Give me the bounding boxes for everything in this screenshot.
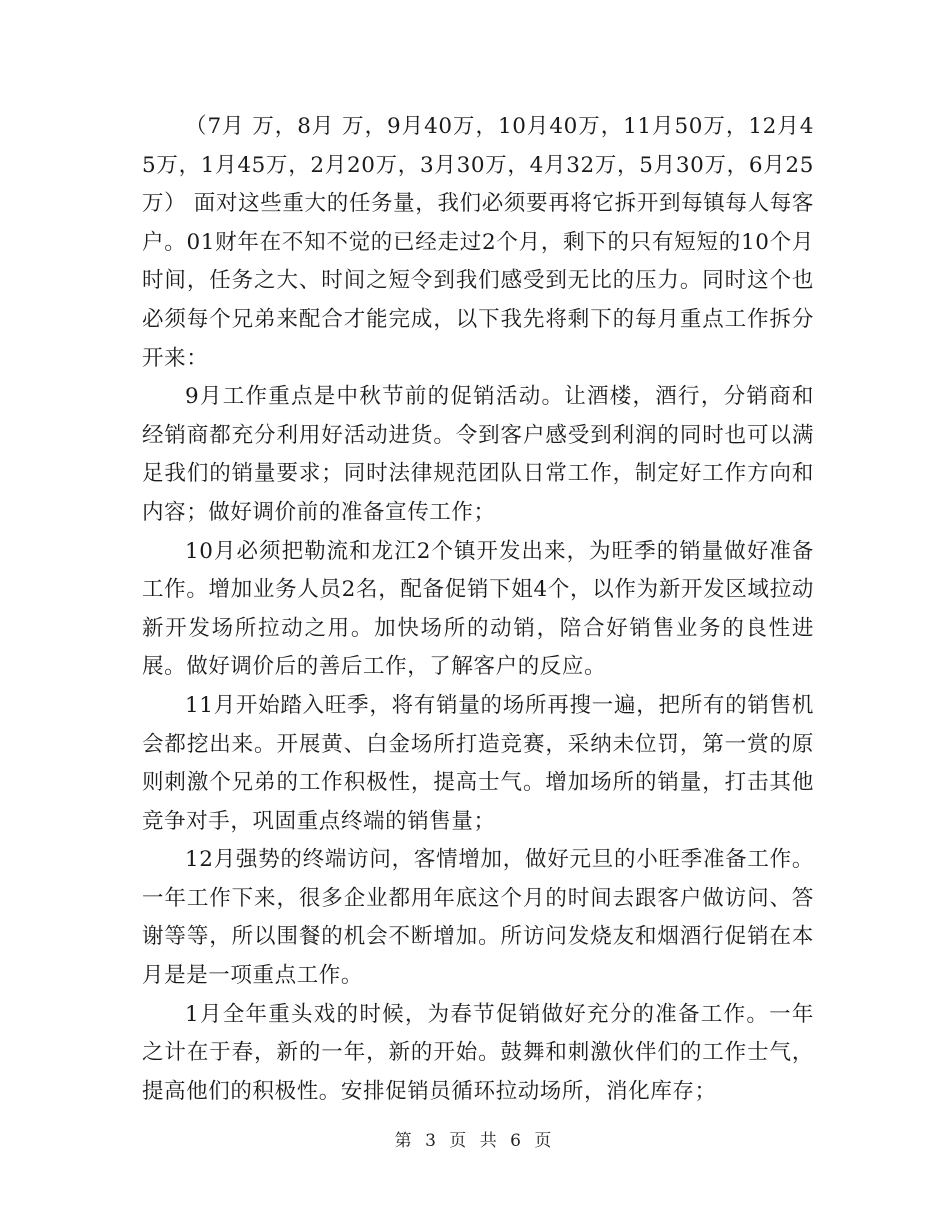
paragraph-november: 11月开始踏入旺季，将有销量的场所再搜一遍，把所有的销售机会都挖出来。开展黄、白金场所打造竞赛，采纳未位罚，第一赏的原则刺激个兄弟的工作积极性，提高士气。增加场所的销量，打击其他竞争对手，巩固重点终端的销售量；	[142, 692, 814, 834]
page-number-footer: 第 3 页 共 6 页	[394, 1131, 556, 1151]
paragraph-monthly-targets: （7月 万，8月 万，9月40万，10月40万，11月50万，12月45万，1月45万，2月20万，3月30万，4月32万，5月30万，6月25万） 面对这些重大的任务量，我们必须要再将它拆开到每镇每人每客户。01财年在不知不觉的已经走过2个月，剩下的只有短短的10个月时间，任务之大、时间之短令到我们感受到无比的压力。同时这个也必须每个兄弟来配合才能完成，以下我先将剩下的每月重点工作拆分开来：	[142, 114, 814, 371]
paragraph-october: 10月必须把勒流和龙江2个镇开发出来，为旺季的销量做好准备工作。增加业务人员2名，配备促销下姐4个，以作为新开发区域拉动新开发场所拉动之用。加快场所的动销，陪合好销售业务的良性进展。做好调价后的善后工作，了解客户的反应。	[142, 538, 814, 680]
paragraph-january: 1月全年重头戏的时候，为春节促销做好充分的准备工作。一年之计在于春，新的一年，新的开始。鼓舞和刺激伙伴们的工作士气，提高他们的积极性。安排促销员循环拉动场所，消化库存；	[142, 1001, 814, 1104]
document-body	[142, 108, 814, 1111]
paragraph-december: 12月强势的终端访问，客情增加，做好元旦的小旺季准备工作。一年工作下来，很多企业都用年底这个月的时间去跟客户做访问、答谢等等，所以围餐的机会不断增加。所访问发烧友和烟酒行促销在本月是是一项重点工作。	[142, 847, 814, 989]
paragraph-september: 9月工作重点是中秋节前的促销活动。让酒楼，酒行，分销商和经销商都充分利用好活动进货。令到客户感受到利润的同时也可以满足我们的销量要求；同时法律规范团队日常工作，制定好工作方向和内容；做好调价前的准备宣传工作；	[142, 384, 814, 525]
